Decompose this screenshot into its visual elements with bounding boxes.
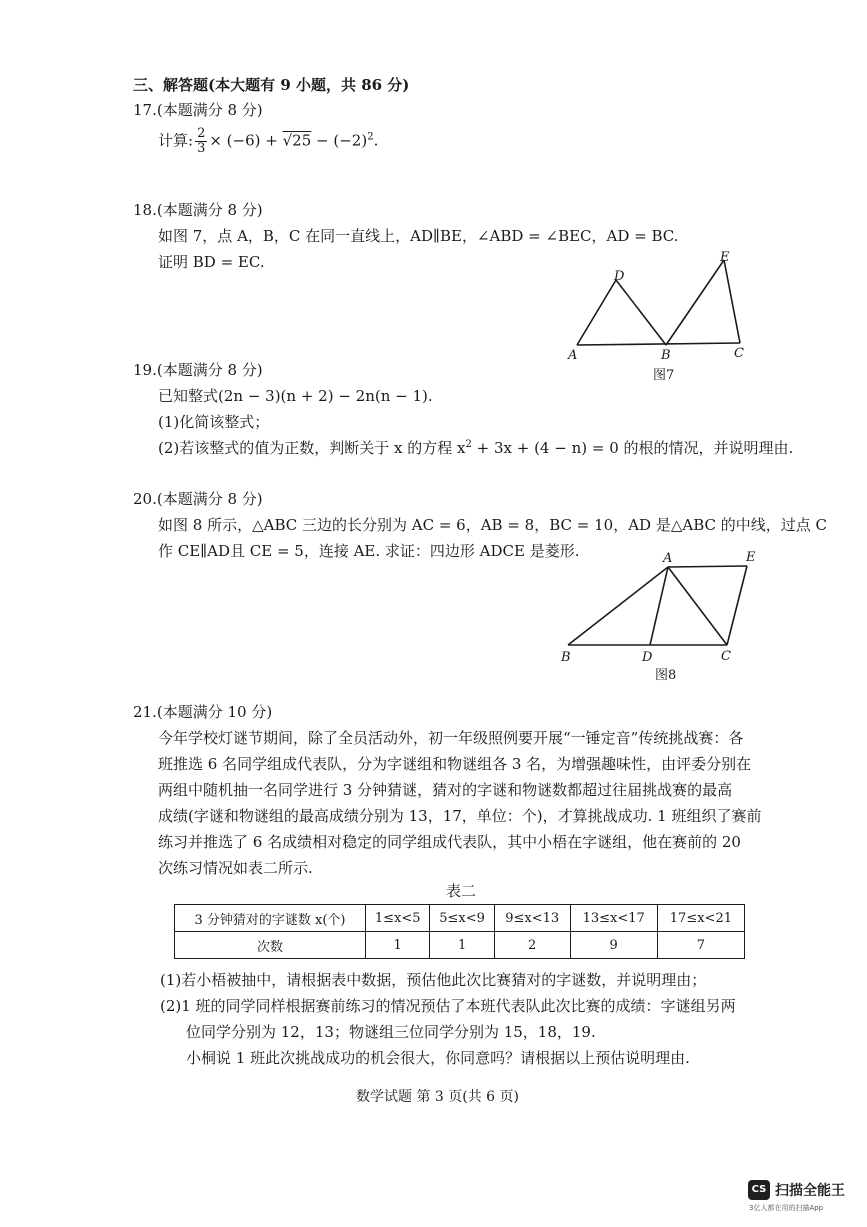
fig8-label-a: A xyxy=(663,551,673,566)
q19-line1: 已知整式(2n − 3)(n + 2) − 2n(n − 1). xyxy=(158,387,433,405)
q17-fraction xyxy=(195,127,207,156)
q17-end: . xyxy=(373,131,379,150)
q21-para-line: 成绩(字谜和物谜组的最高成绩分别为 13，17，单位：个)，才算挑战成功. 1 班组织了赛前 xyxy=(158,807,762,825)
q18-number: 18. xyxy=(133,201,157,219)
fig7-line-be xyxy=(666,260,724,345)
fig7-line-ec xyxy=(724,260,740,343)
fig8-line-ae xyxy=(668,566,747,567)
table-cell: 9 xyxy=(570,932,657,959)
fig7-label-d: D xyxy=(614,269,625,284)
q21-para-line: 次练习情况如表二所示. xyxy=(158,859,313,877)
q21-para-line: 班推选 6 名同学组成代表队，分为字谜组和物谜组各 3 名，为增强趣味性，由评委分别在 xyxy=(158,755,752,773)
figure-7 xyxy=(560,245,760,390)
q19-header: (本题满分 8 分) xyxy=(156,361,263,379)
fig8-label-d: D xyxy=(642,650,653,665)
fig8-label-b: B xyxy=(561,650,571,665)
fig8-line-ec xyxy=(727,566,747,645)
q18-line2: 证明 BD = EC. xyxy=(158,253,265,271)
fig8-label-c: C xyxy=(721,649,731,664)
table-header-row xyxy=(175,905,745,932)
table-header-cell: 9≤x<13 xyxy=(494,905,570,932)
figure-8 xyxy=(555,545,770,685)
table-cell: 7 xyxy=(657,932,744,959)
q21-para-line: 今年学校灯谜节期间，除了全员活动外，初一年级照例要开展“一锤定音”传统挑战赛：各 xyxy=(158,729,744,747)
watermark-name: 扫描全能王 xyxy=(775,1183,845,1199)
fig7-caption: 图7 xyxy=(653,368,675,383)
table-cell: 1 xyxy=(366,932,430,959)
q19-line2: (1)化简该整式； xyxy=(158,413,270,431)
q21-para-line: 两组中随机抽一名同学进行 3 分钟猜谜，猜对的字谜和物谜数都超过往届挑战赛的最高 xyxy=(158,781,733,799)
q19-line3 xyxy=(158,437,793,458)
q17-prefix: 计算: xyxy=(158,131,194,150)
q21-sub1: (1)若小梧被抽中，请根据表中数据，预估他此次比赛猜对的字谜数，并说明理由； xyxy=(160,971,707,989)
q21-sub2a: (2)1 班的同学同样根据赛前练习的情况预估了本班代表队此次比赛的成绩：字谜组另两 xyxy=(160,997,736,1015)
q17-number: 17. xyxy=(133,101,157,119)
q17-tail: − (−2) xyxy=(311,131,368,150)
page-footer: 数学试题 第 3 页(共 6 页) xyxy=(356,1089,519,1105)
fig7-label-b: B xyxy=(661,348,671,363)
q17-frac-num: 2 xyxy=(197,126,206,141)
question-17 xyxy=(133,99,263,120)
fig8-line-ac xyxy=(668,567,727,645)
question-20 xyxy=(133,488,263,509)
q17-frac-den: 3 xyxy=(197,141,206,156)
fig7-label-c: C xyxy=(734,346,744,361)
q17-exp: 2 xyxy=(367,131,374,143)
q18-line1: 如图 7，点 A，B，C 在同一直线上，AD∥BE，∠ABD = ∠BEC，AD = BC. xyxy=(158,227,679,245)
fig7-label-a: A xyxy=(568,348,578,363)
q19-line3-a: (2)若该整式的值为正数，判断关于 x 的方程 x xyxy=(158,439,466,457)
table-header-cell: 17≤x<21 xyxy=(657,905,744,932)
fig7-line-db xyxy=(616,280,666,345)
fig7-line-ad xyxy=(577,280,616,345)
q17-header: (本题满分 8 分) xyxy=(156,101,263,119)
q21-header: (本题满分 10 分) xyxy=(156,703,273,721)
question-21 xyxy=(133,701,272,722)
q19-line3-b: + 3x + (4 − n) = 0 的根的情况，并说明理由. xyxy=(471,439,794,457)
table-row-label: 次数 xyxy=(175,932,366,959)
question-19 xyxy=(133,359,263,380)
q20-number: 20. xyxy=(133,490,157,508)
q20-header: (本题满分 8 分) xyxy=(156,490,263,508)
q20-line2: 作 CE∥AD且 CE = 5，连接 AE. 求证：四边形 ADCE 是菱形. xyxy=(158,542,580,560)
table-header-cell: 13≤x<17 xyxy=(570,905,657,932)
q18-header: (本题满分 8 分) xyxy=(156,201,263,219)
q21-sub2b: 位同学分别为 12，13；物谜组三位同学分别为 15，18，19. xyxy=(186,1023,596,1041)
q19-number: 19. xyxy=(133,361,157,379)
q21-number: 21. xyxy=(133,703,157,721)
fig8-caption: 图8 xyxy=(655,668,677,683)
fig8-label-e: E xyxy=(746,550,756,565)
q17-expression xyxy=(158,127,378,156)
camscanner-logo-icon: CS xyxy=(748,1180,770,1200)
section-header: 三、解答题(本大题有 9 小题，共 86 分) xyxy=(133,76,410,94)
table-header-cell: 1≤x<5 xyxy=(366,905,430,932)
q20-line1: 如图 8 所示，△ABC 三边的长分别为 AC = 6，AB = 8，BC = 10，AD 是△ABC 的中线，过点 C xyxy=(158,516,827,534)
practice-table xyxy=(174,904,745,959)
q21-sub2c: 小桐说 1 班此次挑战成功的机会很大，你同意吗？请根据以上预估说明理由. xyxy=(186,1049,690,1067)
watermark-tagline: 3亿人都在用的扫描App xyxy=(749,1204,824,1212)
table-row xyxy=(175,932,745,959)
table-cell: 2 xyxy=(494,932,570,959)
table-header-cell: 3 分钟猜对的字谜数 x(个) xyxy=(175,905,366,932)
table-title: 表二 xyxy=(446,882,477,900)
fig7-line-ac xyxy=(577,343,740,345)
q17-rest: × (−6) + xyxy=(209,131,283,150)
q19-line3-exp: 2 xyxy=(465,439,472,450)
q17-sqrt: √25 xyxy=(282,131,312,150)
fig7-label-e: E xyxy=(720,250,730,265)
table-cell: 1 xyxy=(430,932,494,959)
question-18 xyxy=(133,199,263,220)
table-header-cell: 5≤x<9 xyxy=(430,905,494,932)
q21-para-line: 练习并推选了 6 名成绩相对稳定的同学组成代表队，其中小梧在字谜组，他在赛前的 20 xyxy=(158,833,741,851)
